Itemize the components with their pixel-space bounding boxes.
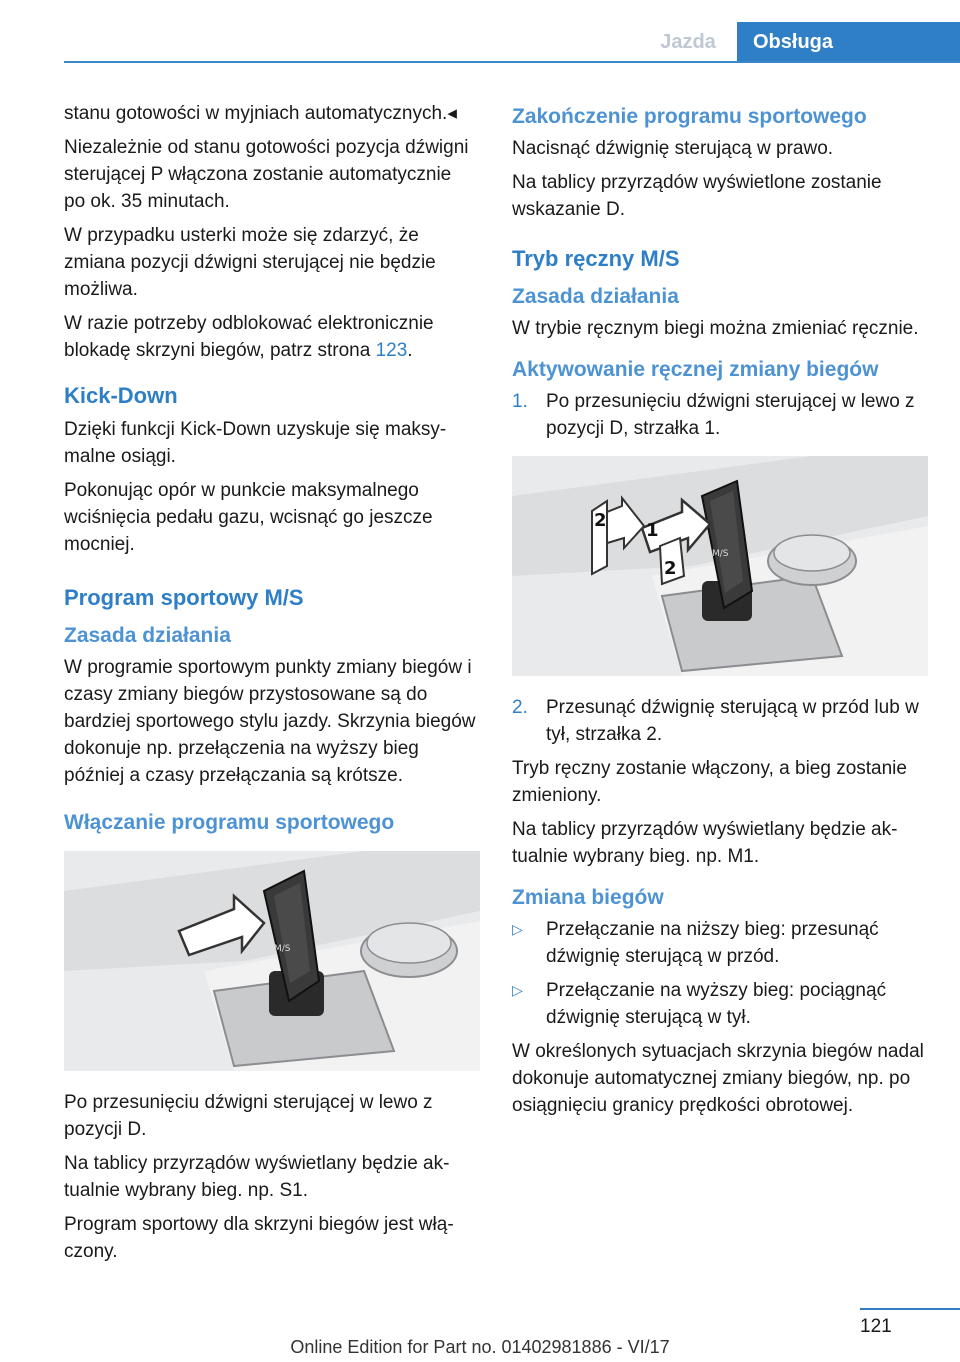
arrow-label-2: 2: [664, 558, 677, 579]
heading-program-sportowy: Program sportowy M/S: [64, 585, 304, 610]
step-number: 2.: [512, 697, 528, 718]
paragraph: Pokonując opór w punkcie maksymalnego wciśnięcia pedału gazu, wcisnąć go jeszcze mocniej.: [64, 480, 433, 555]
paragraph: stanu gotowości w myjniach automatycznych.◂: [64, 103, 457, 124]
header-tab-obsluga[interactable]: Obsługa: [737, 22, 960, 62]
heading-aktywowanie: Aktywowanie ręcznej zmiany biegów: [512, 358, 879, 381]
paragraph: Nacisnąć dźwignię sterującą w prawo.: [512, 138, 834, 159]
heading-zmiana-biegow: Zmiana biegów: [512, 886, 664, 909]
heading-kick-down: Kick-Down: [64, 383, 178, 408]
heading-tryb-reczny: Tryb ręczny M/S: [512, 246, 680, 271]
paragraph: Na tablicy przyrządów wyświetlany będzie aktualnie wybrany bieg. np. M1.: [512, 819, 898, 867]
header-divider: [64, 61, 960, 63]
page-link[interactable]: 123: [375, 340, 408, 361]
paragraph: Niezależnie od stanu gotowości pozycja dźwigni sterującej P włączona zostanie automatycznie po ok. 35 minutach.: [64, 137, 469, 212]
paragraph-text: W razie potrzeby odblokować elektronicznie blokadę skrzyni biegów, patrz strona: [64, 313, 434, 361]
list-item: [512, 694, 928, 748]
list-item: [512, 977, 928, 1031]
gear-lever-illustration: [64, 851, 480, 1071]
paragraph: Tryb ręczny zostanie włączony, a bieg zostanie zmieniony.: [512, 758, 907, 806]
paragraph-text: .: [407, 340, 413, 361]
triangle-bullet-icon: ▷: [512, 921, 523, 937]
header-tab-jazda[interactable]: Jazda: [660, 30, 716, 53]
bullet-text: Przełączanie na wyższy bieg: pociągnąć dźwignię sterującą w tył.: [546, 980, 887, 1028]
arrow-label-1: 1: [646, 520, 659, 541]
paragraph: Na tablicy przyrządów wyświetlone zostanie wskazanie D.: [512, 172, 882, 220]
heading-zasada-dzialania: Zasada działania: [64, 624, 231, 647]
paragraph: W trybie ręcznym biegi można zmieniać ręcznie.: [512, 318, 919, 339]
triangle-bullet-icon: ▷: [512, 982, 523, 998]
paragraph: W przypadku usterki może się zdarzyć, że zmiana pozycji dźwigni sterującej nie będzie możliwa.: [64, 225, 436, 300]
paragraph: Na tablicy przyrządów wyświetlany będzie aktualnie wybrany bieg. np. S1.: [64, 1153, 450, 1201]
heading-zasada-dzialania: Zasada działania: [512, 285, 679, 308]
footer-edition: Online Edition for Part no. 01402981886 - VI/17: [290, 1337, 670, 1357]
step-text: Po przesunięciu dźwigni sterującej w lewo z pozycji D, strzałka 1.: [546, 391, 915, 439]
footer-divider: [860, 1308, 960, 1310]
paragraph: Program sportowy dla skrzyni biegów jest włączony.: [64, 1214, 454, 1262]
paragraph: [64, 310, 476, 364]
list-item: [512, 388, 928, 442]
bullet-text: Przełączanie na niższy bieg: przesunąć dźwignię sterującą w przód.: [546, 919, 879, 967]
right-column: [512, 100, 928, 1126]
paragraph: W określonych sytuacjach skrzynia biegów nadal dokonuje automatycznej zmiany biegów, np. po osiągnięciu granicy prędkości obrotowej.: [512, 1041, 924, 1116]
paragraph: Dzięki funkcji Kick-Down uzyskuje się maksymalne osiągi.: [64, 419, 447, 467]
left-column: [64, 100, 476, 1272]
list-item: [512, 916, 928, 970]
paragraph: W programie sportowym punkty zmiany biegów i czasy zmiany biegów przystosowane są do bardziej sportowego stylu jazdy. Skrzynia biegów dokonuje np. przełączenia na wyższy bieg później a czasy przełączania są krótsze.: [64, 657, 476, 786]
gear-lever-manual-illustration: [512, 456, 928, 676]
svg-text:M/S: M/S: [712, 549, 729, 559]
paragraph: Po przesunięciu dźwigni sterującej w lewo z pozycji D.: [64, 1092, 433, 1140]
step-number: 1.: [512, 391, 528, 412]
page-number: 121: [860, 1316, 892, 1337]
heading-wlaczanie-programu: Włączanie programu sportowego: [64, 811, 395, 834]
svg-text:M/S: M/S: [274, 944, 291, 954]
heading-zakonczenie-programu: Zakończenie programu sportowego: [512, 105, 867, 128]
step-text: Przesunąć dźwignię sterującą w przód lub w tył, strzałka 2.: [546, 697, 919, 745]
arrow-label-2: 2: [594, 510, 607, 531]
